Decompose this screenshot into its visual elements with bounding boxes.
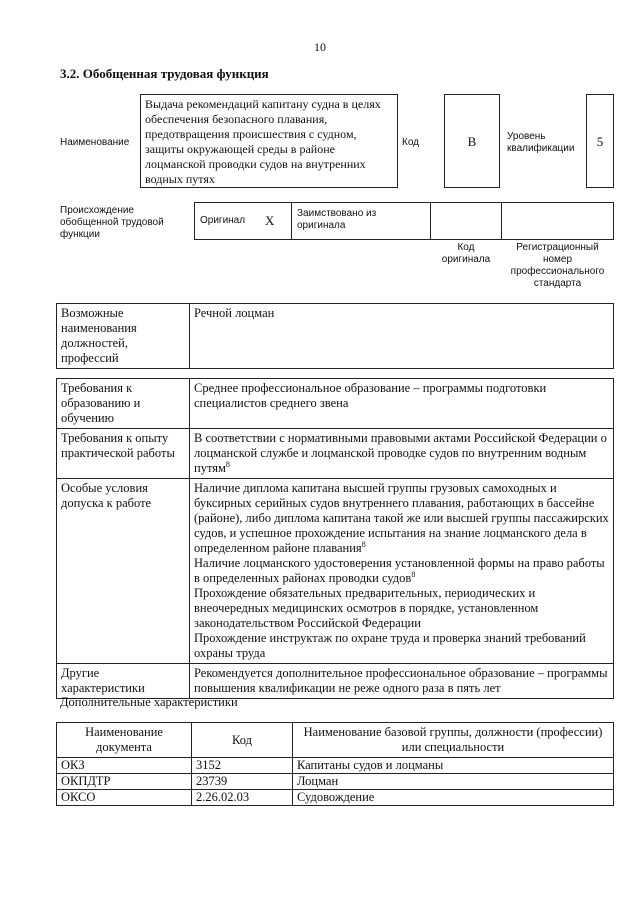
requirement-line	[194, 666, 609, 696]
additional-cell: Лоцман	[293, 774, 614, 790]
requirement-line	[194, 431, 609, 476]
level-value: 5	[596, 134, 604, 149]
page-number: 10	[314, 40, 326, 54]
requirement-line-text: Наличие диплома капитана высшей группы грузовых самоходных и буксирных серийных судов внутреннего плавания, работающих в бассейне (районе), либо диплома капитана такой же или высшей группы пассажирских судов, и успешное прохождение испытания на знание лоцманского дела в определенном районе плавания	[194, 481, 609, 555]
additional-row	[57, 790, 614, 806]
requirement-line	[194, 556, 609, 586]
positions-table	[56, 303, 614, 369]
code-label: Код	[402, 137, 420, 148]
requirement-row	[57, 429, 614, 479]
origin-divider-1	[291, 202, 292, 240]
requirements-table	[56, 378, 614, 699]
additional-cell: 3152	[192, 758, 293, 774]
additional-cell: Судовождение	[293, 790, 614, 806]
additional-table	[56, 722, 614, 806]
level-label: Уровень квалификации	[507, 131, 575, 154]
additional-header-cell: Наименование документа	[57, 723, 192, 758]
footnote-ref: 8	[411, 569, 416, 579]
requirement-label: Требования к опыту практической работы	[57, 429, 190, 479]
requirement-row	[57, 379, 614, 429]
origin-label: Происхождение обобщенной трудовой функции	[60, 205, 164, 240]
name-label: Наименование	[60, 137, 130, 148]
origin-divider-3	[501, 202, 502, 240]
footnote-ref: 8	[361, 539, 366, 549]
requirement-label: Другие характеристики	[57, 664, 190, 699]
requirement-line-text: Прохождение обязательных предварительных, периодических и внеочередных медицинских осмотров в порядке, установленном законодательством Российской Федерации	[194, 586, 539, 630]
positions-label: Возможные наименования должностей, профессий	[57, 304, 190, 369]
additional-header-cell: Код	[192, 723, 293, 758]
original-mark: X	[265, 213, 275, 228]
additional-title: Дополнительные характеристики	[60, 695, 238, 709]
requirement-value	[190, 429, 614, 479]
additional-cell: ОКЗ	[57, 758, 192, 774]
requirement-line-text: Прохождение инструктаж по охране труда и проверка знаний требований охраны труда	[194, 631, 586, 660]
requirement-line	[194, 381, 609, 411]
additional-cell: ОКПДТР	[57, 774, 192, 790]
requirement-value	[190, 479, 614, 664]
requirement-line-text: В соответствии с нормативными правовыми актами Российской Федерации о лоцманской службе и лоцманской проводке судов по внутренним водным путям	[194, 431, 607, 475]
requirement-line	[194, 631, 609, 661]
requirement-line-text: Наличие лоцманского удостоверения установленной формы на право работы в определенных районах проводки судов	[194, 556, 605, 585]
section-title: 3.2. Обобщенная трудовая функция	[60, 66, 269, 81]
original-label: Оригинал	[200, 215, 246, 226]
additional-row	[57, 758, 614, 774]
requirement-value	[190, 379, 614, 429]
requirement-line-text: Среднее профессиональное образование – программы подготовки специалистов среднего звена	[194, 381, 547, 410]
additional-row	[57, 774, 614, 790]
additional-cell: Капитаны судов и лоцманы	[293, 758, 614, 774]
requirement-row	[57, 664, 614, 699]
requirement-label: Особые условия допуска к работе	[57, 479, 190, 664]
requirement-line	[194, 586, 609, 631]
positions-row	[57, 304, 614, 369]
additional-cell: 23739	[192, 774, 293, 790]
additional-cell: ОКСО	[57, 790, 192, 806]
additional-header-row	[57, 723, 614, 758]
additional-header-cell: Наименование базовой группы, должности (профессии) или специальности	[293, 723, 614, 758]
additional-cell: 2.26.02.03	[192, 790, 293, 806]
borrowed-label: Заимствовано из оригинала	[297, 208, 377, 231]
requirement-line-text: Рекомендуется дополнительное профессиональное образование – программы повышения квалификации не реже одного раза в пять лет	[194, 666, 608, 695]
footnote-ref: 8	[225, 459, 230, 469]
origin-divider-2	[430, 202, 431, 240]
requirement-row	[57, 479, 614, 664]
requirement-label: Требования к образованию и обучению	[57, 379, 190, 429]
requirement-value	[190, 664, 614, 699]
original-code-caption: Код оригинала	[441, 242, 491, 265]
code-value: B	[467, 134, 477, 149]
name-value: Выдача рекомендаций капитану судна в целях обеспечения безопасного плавания, предотвращения происшествия с судном, защиты окружающей среды в районе лоцманской проводки судов на внутренних водных путях	[145, 97, 381, 186]
reg-number-caption: Регистрационный номер профессионального стандарта	[510, 242, 605, 289]
requirement-line	[194, 481, 609, 556]
positions-value: Речной лоцман	[190, 304, 614, 369]
